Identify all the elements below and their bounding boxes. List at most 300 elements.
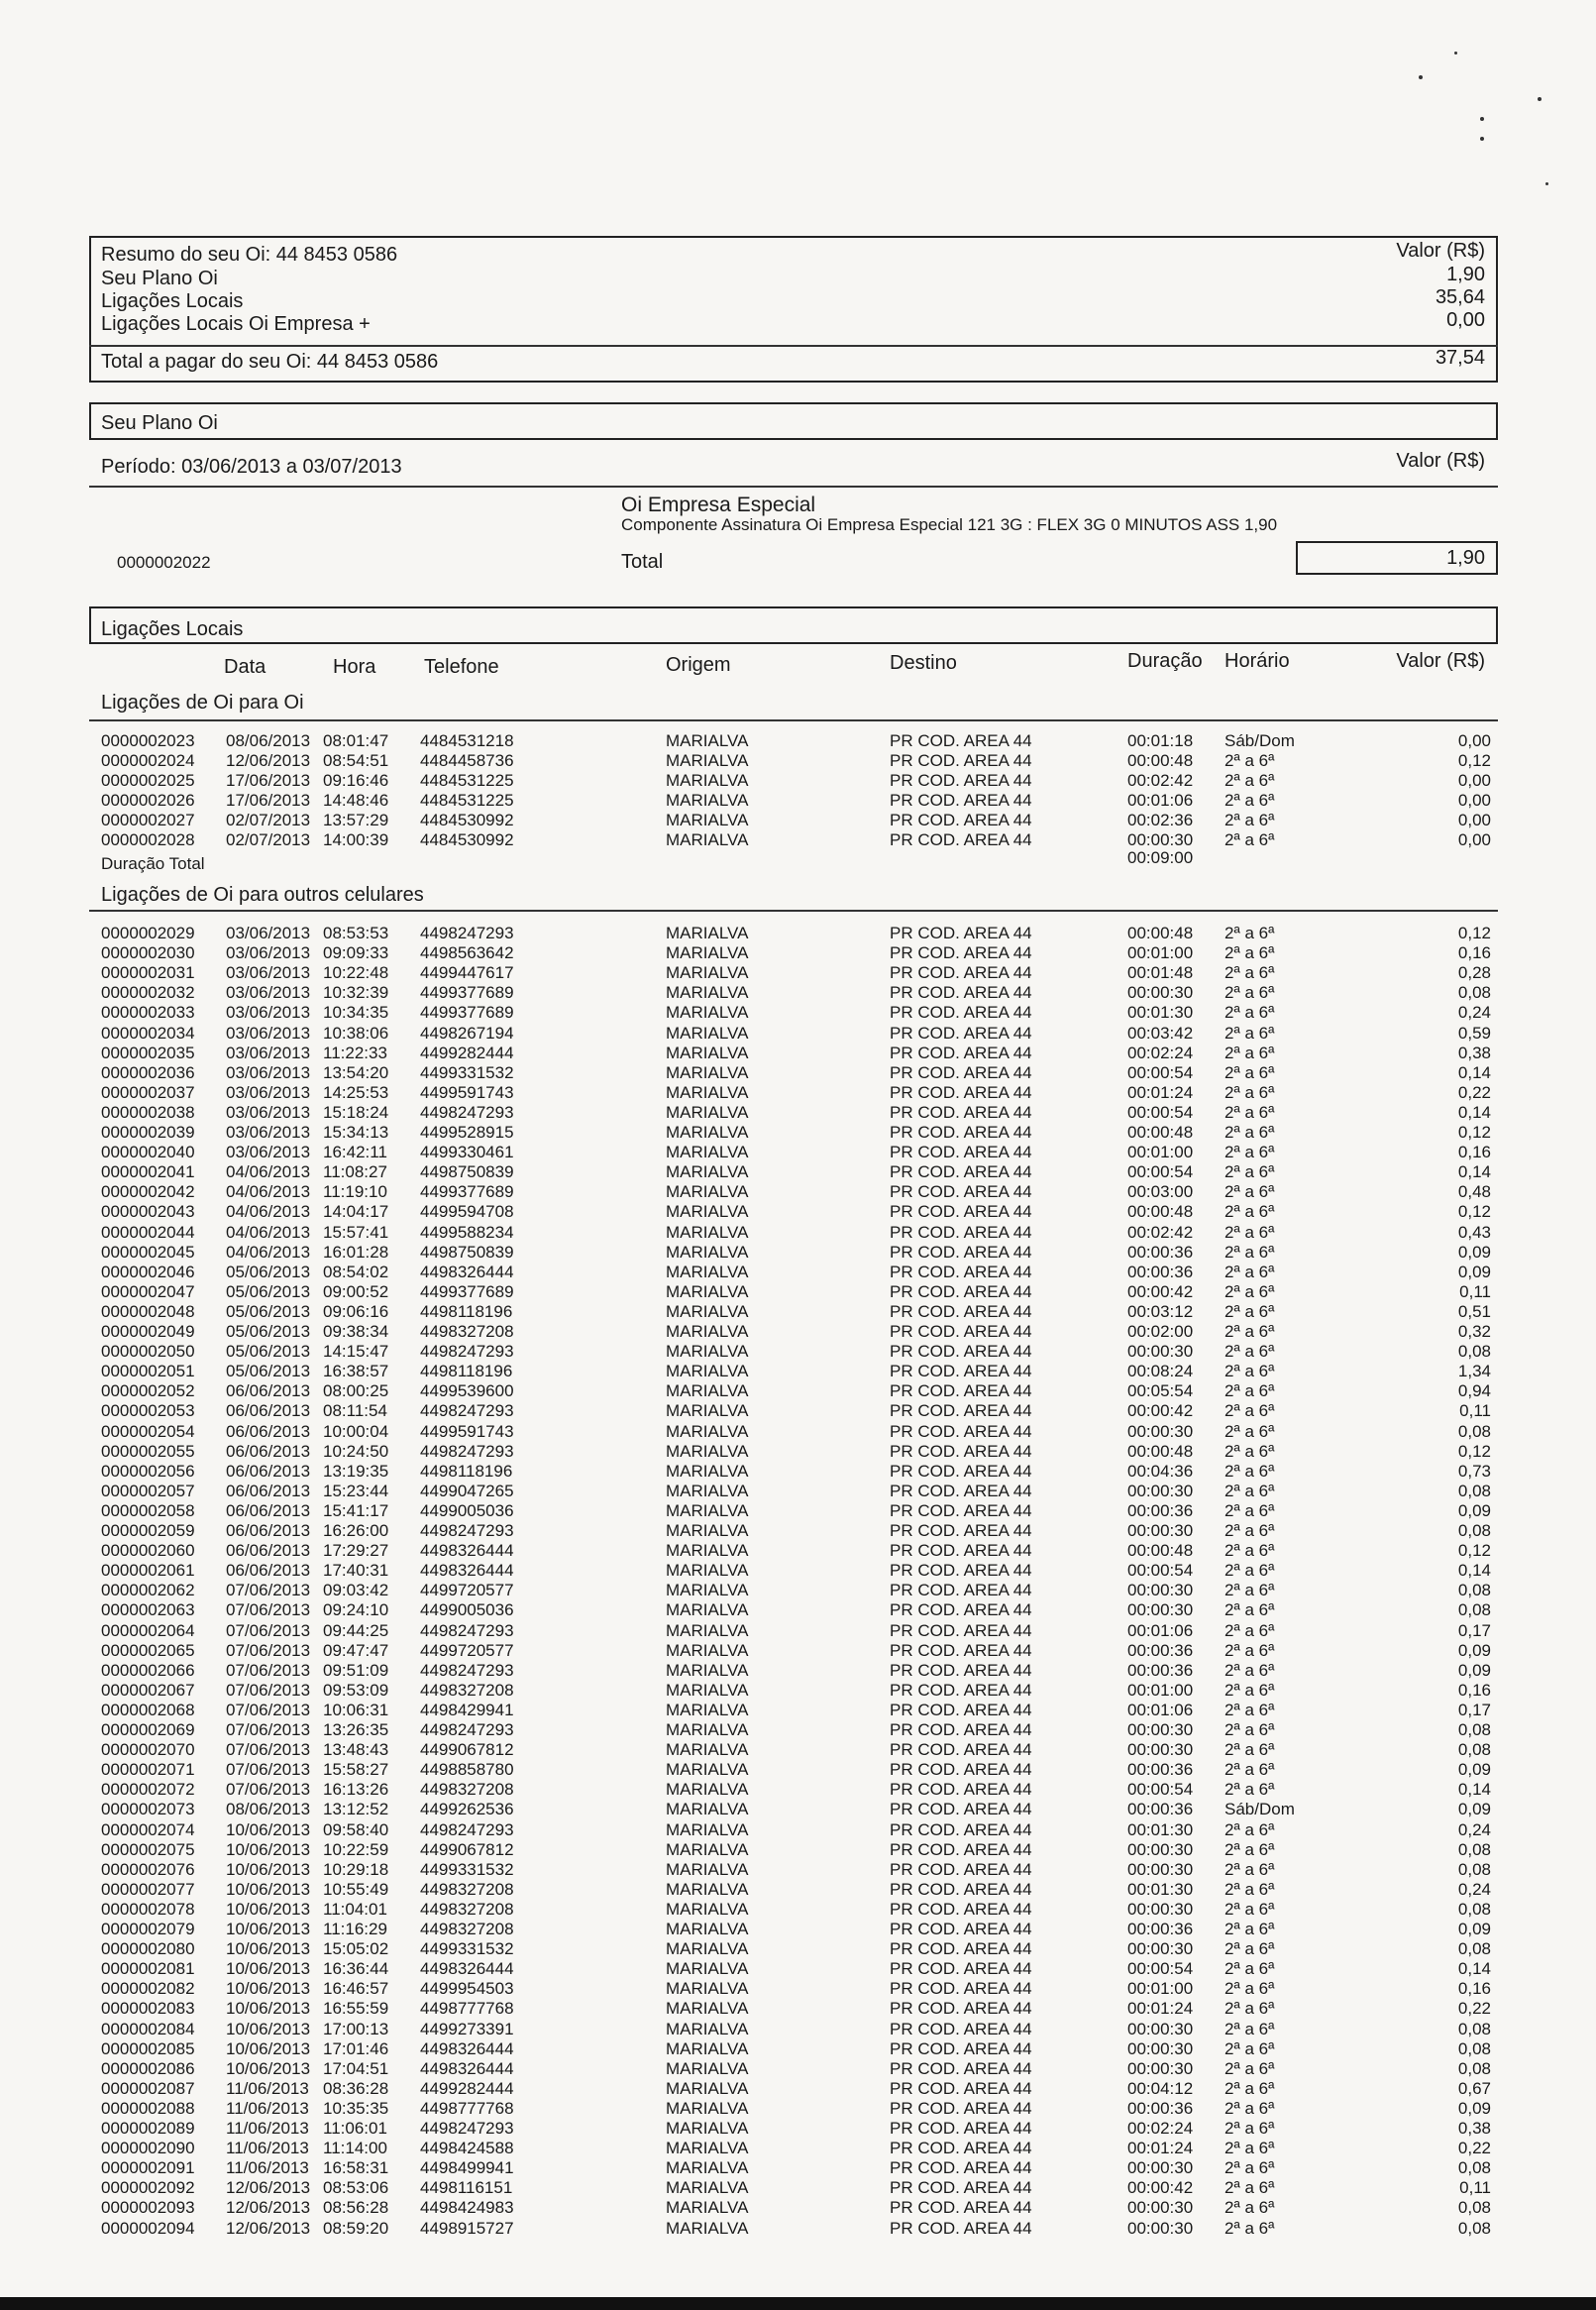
call-period: 2ª a 6ª xyxy=(1224,1979,1275,1999)
call-date: 03/06/2013 xyxy=(226,924,311,942)
call-destination: PR COD. AREA 44 xyxy=(890,1262,1032,1281)
call-origin: MARIALVA xyxy=(666,1401,749,1421)
call-value: 0,12 xyxy=(1457,1541,1491,1561)
call-period: 2ª a 6ª xyxy=(1224,2019,1275,2038)
call-period: Sáb/Dom xyxy=(1224,1800,1295,1819)
call-duration: 00:01:00 xyxy=(1127,1979,1194,1999)
call-time: 16:55:59 xyxy=(323,1999,389,2019)
call-time: 10:22:59 xyxy=(323,1839,389,1859)
call-time: 11:16:29 xyxy=(323,1920,387,1938)
call-duration: 00:00:42 xyxy=(1127,1401,1194,1421)
call-period: 2ª a 6ª xyxy=(1224,2119,1275,2138)
call-id: 0000002071 xyxy=(101,1760,195,1780)
call-date: 10/06/2013 xyxy=(226,1819,311,1839)
call-origin: MARIALVA xyxy=(666,1879,749,1899)
call-date: 06/06/2013 xyxy=(226,1461,311,1481)
call-phone: 4498247293 xyxy=(420,1441,514,1461)
call-value: 0,00 xyxy=(1457,731,1491,750)
call-id: 0000002027 xyxy=(101,811,195,829)
call-period: 2ª a 6ª xyxy=(1224,1999,1275,2019)
call-id: 0000002072 xyxy=(101,1780,195,1800)
call-value: 0,08 xyxy=(1457,1740,1491,1760)
group1-divider xyxy=(89,719,1498,721)
call-value: 0,22 xyxy=(1457,2139,1491,2158)
call-value: 0,09 xyxy=(1457,2098,1491,2118)
table-row xyxy=(0,2039,1596,2059)
table-row xyxy=(0,1024,1596,1044)
call-phone: 4498499941 xyxy=(420,2158,514,2178)
call-origin: MARIALVA xyxy=(666,2178,749,2198)
call-time: 17:04:51 xyxy=(323,2058,389,2078)
call-value: 0,24 xyxy=(1457,1879,1491,1899)
call-id: 0000002041 xyxy=(101,1162,195,1182)
call-phone: 4499528915 xyxy=(420,1123,514,1142)
call-value: 0,17 xyxy=(1457,1700,1491,1719)
call-phone: 4498247293 xyxy=(420,2119,514,2138)
call-value: 0,08 xyxy=(1457,2019,1491,2038)
call-origin: MARIALVA xyxy=(666,1461,749,1481)
call-id: 0000002079 xyxy=(101,1920,195,1938)
call-period: 2ª a 6ª xyxy=(1224,1819,1275,1839)
call-time: 09:58:40 xyxy=(323,1819,389,1839)
call-id: 0000002086 xyxy=(101,2058,195,2078)
call-time: 08:01:47 xyxy=(323,731,389,750)
call-duration: 00:00:48 xyxy=(1127,751,1194,770)
call-value: 0,11 xyxy=(1459,2178,1491,2198)
call-destination: PR COD. AREA 44 xyxy=(890,1461,1032,1481)
call-phone: 4499588234 xyxy=(420,1222,514,1242)
call-period: 2ª a 6ª xyxy=(1224,1143,1275,1162)
call-id: 0000002075 xyxy=(101,1839,195,1859)
table-row xyxy=(0,1581,1596,1600)
call-period: 2ª a 6ª xyxy=(1224,983,1275,1003)
call-value: 0,08 xyxy=(1457,1481,1491,1500)
plano-valor-header: Valor (R$) xyxy=(1396,450,1485,472)
table-row xyxy=(0,1263,1596,1282)
call-value: 0,16 xyxy=(1457,943,1491,963)
call-id: 0000002051 xyxy=(101,1362,195,1381)
call-date: 05/06/2013 xyxy=(226,1281,311,1301)
call-origin: MARIALVA xyxy=(666,1062,749,1082)
call-destination: PR COD. AREA 44 xyxy=(890,1500,1032,1520)
call-date: 07/06/2013 xyxy=(226,1680,311,1700)
call-period: 2ª a 6ª xyxy=(1224,1959,1275,1979)
call-time: 09:09:33 xyxy=(323,943,389,963)
call-phone: 4498247293 xyxy=(420,1819,514,1839)
call-destination: PR COD. AREA 44 xyxy=(890,1999,1032,2019)
call-id: 0000002065 xyxy=(101,1640,195,1660)
call-value: 0,16 xyxy=(1457,1979,1491,1999)
call-origin: MARIALVA xyxy=(666,1899,749,1919)
call-time: 10:34:35 xyxy=(323,1003,389,1023)
call-origin: MARIALVA xyxy=(666,1421,749,1441)
call-id: 0000002077 xyxy=(101,1879,195,1899)
call-value: 0,08 xyxy=(1457,1939,1491,1959)
call-time: 10:06:31 xyxy=(323,1700,389,1719)
call-value: 0,24 xyxy=(1457,1003,1491,1023)
call-origin: MARIALVA xyxy=(666,1222,749,1242)
call-date: 07/06/2013 xyxy=(226,1581,311,1600)
header-telefone: Telefone xyxy=(424,656,499,678)
table-row xyxy=(0,1780,1596,1800)
call-origin: MARIALVA xyxy=(666,1720,749,1739)
call-phone: 4499331532 xyxy=(420,1859,514,1879)
call-duration: 00:01:30 xyxy=(1127,1819,1194,1839)
call-time: 17:00:13 xyxy=(323,2019,389,2038)
call-destination: PR COD. AREA 44 xyxy=(890,1202,1032,1222)
call-phone: 4498247293 xyxy=(420,924,514,942)
call-value: 0,08 xyxy=(1457,2218,1491,2238)
call-origin: MARIALVA xyxy=(666,1760,749,1780)
call-origin: MARIALVA xyxy=(666,1202,749,1222)
call-origin: MARIALVA xyxy=(666,1800,749,1819)
call-origin: MARIALVA xyxy=(666,983,749,1003)
call-destination: PR COD. AREA 44 xyxy=(890,1920,1032,1938)
call-id: 0000002080 xyxy=(101,1939,195,1959)
call-destination: PR COD. AREA 44 xyxy=(890,1222,1032,1242)
call-id: 0000002093 xyxy=(101,2198,195,2218)
call-period: 2ª a 6ª xyxy=(1224,2078,1275,2098)
call-time: 11:14:00 xyxy=(323,2139,387,2158)
call-duration: 00:00:30 xyxy=(1127,2019,1194,2038)
call-time: 09:16:46 xyxy=(323,771,389,790)
call-destination: PR COD. AREA 44 xyxy=(890,1441,1032,1461)
call-phone: 4498327208 xyxy=(420,1899,514,1919)
call-destination: PR COD. AREA 44 xyxy=(890,1123,1032,1142)
call-phone: 4498326444 xyxy=(420,1262,514,1281)
table-row xyxy=(0,2099,1596,2119)
call-duration: 00:00:48 xyxy=(1127,1123,1194,1142)
call-date: 12/06/2013 xyxy=(226,2198,311,2218)
call-period: 2ª a 6ª xyxy=(1224,1003,1275,1023)
call-period: 2ª a 6ª xyxy=(1224,924,1275,942)
call-id: 0000002081 xyxy=(101,1959,195,1979)
call-destination: PR COD. AREA 44 xyxy=(890,1620,1032,1640)
call-id: 0000002055 xyxy=(101,1441,195,1461)
call-id: 0000002036 xyxy=(101,1062,195,1082)
call-time: 17:01:46 xyxy=(323,2038,389,2058)
call-origin: MARIALVA xyxy=(666,1362,749,1381)
call-duration: 00:01:06 xyxy=(1127,791,1194,810)
call-date: 06/06/2013 xyxy=(226,1500,311,1520)
call-date: 05/06/2013 xyxy=(226,1262,311,1281)
call-phone: 4499047265 xyxy=(420,1481,514,1500)
call-duration: 00:03:12 xyxy=(1127,1301,1194,1321)
call-duration: 00:00:36 xyxy=(1127,1242,1194,1262)
call-date: 06/06/2013 xyxy=(226,1541,311,1561)
call-duration: 00:00:30 xyxy=(1127,2198,1194,2218)
call-date: 10/06/2013 xyxy=(226,1999,311,2019)
call-period: 2ª a 6ª xyxy=(1224,1322,1275,1341)
call-date: 06/06/2013 xyxy=(226,1561,311,1581)
call-period: 2ª a 6ª xyxy=(1224,1202,1275,1222)
call-time: 16:58:31 xyxy=(323,2158,389,2178)
call-duration: 00:03:42 xyxy=(1127,1023,1194,1043)
call-time: 09:47:47 xyxy=(323,1640,389,1660)
call-id: 0000002035 xyxy=(101,1043,195,1062)
call-phone: 4498118196 xyxy=(420,1301,513,1321)
call-period: 2ª a 6ª xyxy=(1224,1640,1275,1660)
call-period: 2ª a 6ª xyxy=(1224,1362,1275,1381)
call-duration: 00:04:12 xyxy=(1127,2078,1194,2098)
call-phone: 4499539600 xyxy=(420,1381,514,1401)
call-phone: 4498116151 xyxy=(420,2178,513,2198)
call-date: 04/06/2013 xyxy=(226,1242,311,1262)
table-row xyxy=(0,751,1596,771)
call-id: 0000002025 xyxy=(101,771,195,790)
call-id: 0000002042 xyxy=(101,1182,195,1202)
call-value: 0,08 xyxy=(1457,1839,1491,1859)
plano-section-title: Seu Plano Oi xyxy=(101,412,218,434)
call-destination: PR COD. AREA 44 xyxy=(890,1760,1032,1780)
call-period: 2ª a 6ª xyxy=(1224,751,1275,770)
call-period: 2ª a 6ª xyxy=(1224,771,1275,790)
call-date: 10/06/2013 xyxy=(226,2058,311,2078)
call-id: 0000002050 xyxy=(101,1342,195,1362)
call-date: 02/07/2013 xyxy=(226,830,311,849)
call-duration: 00:01:48 xyxy=(1127,963,1194,983)
call-duration: 00:00:54 xyxy=(1127,1102,1194,1122)
call-origin: MARIALVA xyxy=(666,1301,749,1321)
call-period: 2ª a 6ª xyxy=(1224,1561,1275,1581)
call-phone: 4499067812 xyxy=(420,1740,514,1760)
call-phone: 4498247293 xyxy=(420,1720,514,1739)
call-duration: 00:00:30 xyxy=(1127,1859,1194,1879)
call-phone: 4499262536 xyxy=(420,1800,514,1819)
call-phone: 4498429941 xyxy=(420,1700,514,1719)
call-period: 2ª a 6ª xyxy=(1224,1381,1275,1401)
call-phone: 4498915727 xyxy=(420,2218,514,2238)
call-date: 07/06/2013 xyxy=(226,1740,311,1760)
table-row xyxy=(0,1920,1596,1939)
call-duration: 00:00:36 xyxy=(1127,1800,1194,1819)
ligacoes-section-title: Ligações Locais xyxy=(101,618,244,640)
call-phone: 4499954503 xyxy=(420,1979,514,1999)
call-phone: 4498326444 xyxy=(420,2058,514,2078)
call-destination: PR COD. AREA 44 xyxy=(890,1819,1032,1839)
call-date: 07/06/2013 xyxy=(226,1780,311,1800)
call-time: 08:00:25 xyxy=(323,1381,389,1401)
call-id: 0000002058 xyxy=(101,1500,195,1520)
call-date: 10/06/2013 xyxy=(226,1879,311,1899)
call-value: 0,67 xyxy=(1457,2078,1491,2098)
call-date: 11/06/2013 xyxy=(226,2139,309,2158)
call-date: 10/06/2013 xyxy=(226,1959,311,1979)
call-phone: 4498247293 xyxy=(420,1102,514,1122)
call-origin: MARIALVA xyxy=(666,1620,749,1640)
call-time: 08:53:06 xyxy=(323,2178,389,2198)
call-period: 2ª a 6ª xyxy=(1224,1720,1275,1739)
call-value: 0,14 xyxy=(1457,1162,1491,1182)
call-origin: MARIALVA xyxy=(666,1979,749,1999)
call-date: 03/06/2013 xyxy=(226,943,311,963)
call-id: 0000002052 xyxy=(101,1381,195,1401)
call-value: 0,14 xyxy=(1457,1561,1491,1581)
call-time: 10:55:49 xyxy=(323,1879,389,1899)
call-origin: MARIALVA xyxy=(666,1581,749,1600)
call-origin: MARIALVA xyxy=(666,1023,749,1043)
call-time: 09:06:16 xyxy=(323,1301,389,1321)
plano-name: Oi Empresa Especial xyxy=(621,494,816,516)
call-destination: PR COD. AREA 44 xyxy=(890,1939,1032,1959)
call-time: 10:00:04 xyxy=(323,1421,389,1441)
call-time: 16:46:57 xyxy=(323,1979,389,1999)
call-origin: MARIALVA xyxy=(666,1660,749,1680)
table-row xyxy=(0,1681,1596,1701)
call-duration: 00:01:24 xyxy=(1127,1999,1194,2019)
group2-divider xyxy=(89,910,1498,912)
call-phone: 4499720577 xyxy=(420,1581,514,1600)
call-phone: 4498247293 xyxy=(420,1660,514,1680)
header-hora: Hora xyxy=(333,656,376,678)
call-destination: PR COD. AREA 44 xyxy=(890,731,1032,750)
call-id: 0000002078 xyxy=(101,1899,195,1919)
call-time: 15:23:44 xyxy=(323,1481,389,1500)
scan-speck xyxy=(1480,137,1484,141)
call-origin: MARIALVA xyxy=(666,1043,749,1062)
call-time: 11:04:01 xyxy=(323,1899,387,1919)
call-value: 0,08 xyxy=(1457,1421,1491,1441)
call-id: 0000002029 xyxy=(101,924,195,942)
table-row xyxy=(0,811,1596,830)
call-value: 0,22 xyxy=(1457,1082,1491,1102)
call-origin: MARIALVA xyxy=(666,1082,749,1102)
call-time: 11:19:10 xyxy=(323,1182,387,1202)
table-row xyxy=(0,2020,1596,2039)
call-period: 2ª a 6ª xyxy=(1224,1600,1275,1620)
call-origin: MARIALVA xyxy=(666,2198,749,2218)
call-phone: 4499377689 xyxy=(420,1182,514,1202)
table-row xyxy=(0,1860,1596,1880)
table-row xyxy=(0,1600,1596,1620)
call-origin: MARIALVA xyxy=(666,1182,749,1202)
call-period: 2ª a 6ª xyxy=(1224,1123,1275,1142)
call-value: 0,12 xyxy=(1457,924,1491,942)
table-row xyxy=(0,2219,1596,2239)
call-period: 2ª a 6ª xyxy=(1224,1740,1275,1760)
call-id: 0000002057 xyxy=(101,1481,195,1500)
call-destination: PR COD. AREA 44 xyxy=(890,830,1032,849)
call-duration: 00:00:30 xyxy=(1127,1839,1194,1859)
call-period: 2ª a 6ª xyxy=(1224,1262,1275,1281)
table-row xyxy=(0,1701,1596,1720)
call-period: 2ª a 6ª xyxy=(1224,2178,1275,2198)
header-data: Data xyxy=(224,656,266,678)
call-value: 0,08 xyxy=(1457,1581,1491,1600)
call-duration: 00:00:30 xyxy=(1127,2158,1194,2178)
call-value: 0,08 xyxy=(1457,2198,1491,2218)
table-row xyxy=(0,1482,1596,1501)
call-origin: MARIALVA xyxy=(666,830,749,849)
call-id: 0000002083 xyxy=(101,1999,195,2019)
call-id: 0000002088 xyxy=(101,2098,195,2118)
call-destination: PR COD. AREA 44 xyxy=(890,2119,1032,2138)
call-duration: 00:01:30 xyxy=(1127,1003,1194,1023)
call-phone: 4484531225 xyxy=(420,771,514,790)
call-period: 2ª a 6ª xyxy=(1224,1700,1275,1719)
call-time: 08:11:54 xyxy=(323,1401,387,1421)
call-value: 0,09 xyxy=(1457,1640,1491,1660)
table-row xyxy=(0,1342,1596,1362)
call-destination: PR COD. AREA 44 xyxy=(890,2198,1032,2218)
call-id: 0000002091 xyxy=(101,2158,195,2178)
call-origin: MARIALVA xyxy=(666,1123,749,1142)
call-date: 07/06/2013 xyxy=(226,1760,311,1780)
call-duration: 00:00:54 xyxy=(1127,1959,1194,1979)
call-phone: 4484458736 xyxy=(420,751,514,770)
duracao-total-label: Duração Total xyxy=(101,854,205,873)
call-origin: MARIALVA xyxy=(666,1281,749,1301)
call-value: 0,08 xyxy=(1457,2058,1491,2078)
call-phone: 4498327208 xyxy=(420,1879,514,1899)
call-duration: 00:01:18 xyxy=(1127,731,1194,750)
call-duration: 00:03:00 xyxy=(1127,1182,1194,1202)
call-origin: MARIALVA xyxy=(666,1262,749,1281)
call-time: 17:29:27 xyxy=(323,1541,389,1561)
call-origin: MARIALVA xyxy=(666,2158,749,2178)
call-time: 09:38:34 xyxy=(323,1322,389,1341)
call-period: 2ª a 6ª xyxy=(1224,2038,1275,2058)
call-origin: MARIALVA xyxy=(666,2078,749,2098)
call-phone: 4499447617 xyxy=(420,963,514,983)
call-destination: PR COD. AREA 44 xyxy=(890,1879,1032,1899)
table-row xyxy=(0,1044,1596,1063)
call-period: 2ª a 6ª xyxy=(1224,1481,1275,1500)
call-id: 0000002074 xyxy=(101,1819,195,1839)
call-time: 09:51:09 xyxy=(323,1660,389,1680)
call-time: 11:08:27 xyxy=(323,1162,387,1182)
call-date: 06/06/2013 xyxy=(226,1521,311,1540)
table-row xyxy=(0,1243,1596,1263)
call-date: 10/06/2013 xyxy=(226,2019,311,2038)
call-time: 17:40:31 xyxy=(323,1561,389,1581)
table-row xyxy=(0,983,1596,1003)
call-id: 0000002092 xyxy=(101,2178,195,2198)
call-origin: MARIALVA xyxy=(666,1242,749,1262)
call-date: 07/06/2013 xyxy=(226,1700,311,1719)
call-destination: PR COD. AREA 44 xyxy=(890,1242,1032,1262)
call-origin: MARIALVA xyxy=(666,1162,749,1182)
call-duration: 00:00:42 xyxy=(1127,1281,1194,1301)
call-value: 0,09 xyxy=(1457,1242,1491,1262)
call-date: 06/06/2013 xyxy=(226,1481,311,1500)
plano-divider xyxy=(89,486,1498,488)
call-destination: PR COD. AREA 44 xyxy=(890,811,1032,829)
call-value: 0,17 xyxy=(1457,1620,1491,1640)
table-row xyxy=(0,2079,1596,2099)
call-time: 13:26:35 xyxy=(323,1720,389,1739)
call-value: 0,09 xyxy=(1457,1500,1491,1520)
call-origin: MARIALVA xyxy=(666,1680,749,1700)
call-id: 0000002062 xyxy=(101,1581,195,1600)
call-origin: MARIALVA xyxy=(666,963,749,983)
table-row xyxy=(0,1162,1596,1182)
call-period: 2ª a 6ª xyxy=(1224,1421,1275,1441)
call-phone: 4499331532 xyxy=(420,1939,514,1959)
table-row xyxy=(0,1541,1596,1561)
call-value: 0,16 xyxy=(1457,1143,1491,1162)
call-date: 05/06/2013 xyxy=(226,1322,311,1341)
call-destination: PR COD. AREA 44 xyxy=(890,1800,1032,1819)
call-duration: 00:05:54 xyxy=(1127,1381,1194,1401)
call-time: 13:19:35 xyxy=(323,1461,389,1481)
call-phone: 4499591743 xyxy=(420,1421,514,1441)
call-date: 11/06/2013 xyxy=(226,2158,309,2178)
resumo-item-label: Seu Plano Oi xyxy=(101,268,218,289)
call-duration: 00:00:48 xyxy=(1127,1441,1194,1461)
call-id: 0000002054 xyxy=(101,1421,195,1441)
call-phone: 4484531218 xyxy=(420,731,514,750)
